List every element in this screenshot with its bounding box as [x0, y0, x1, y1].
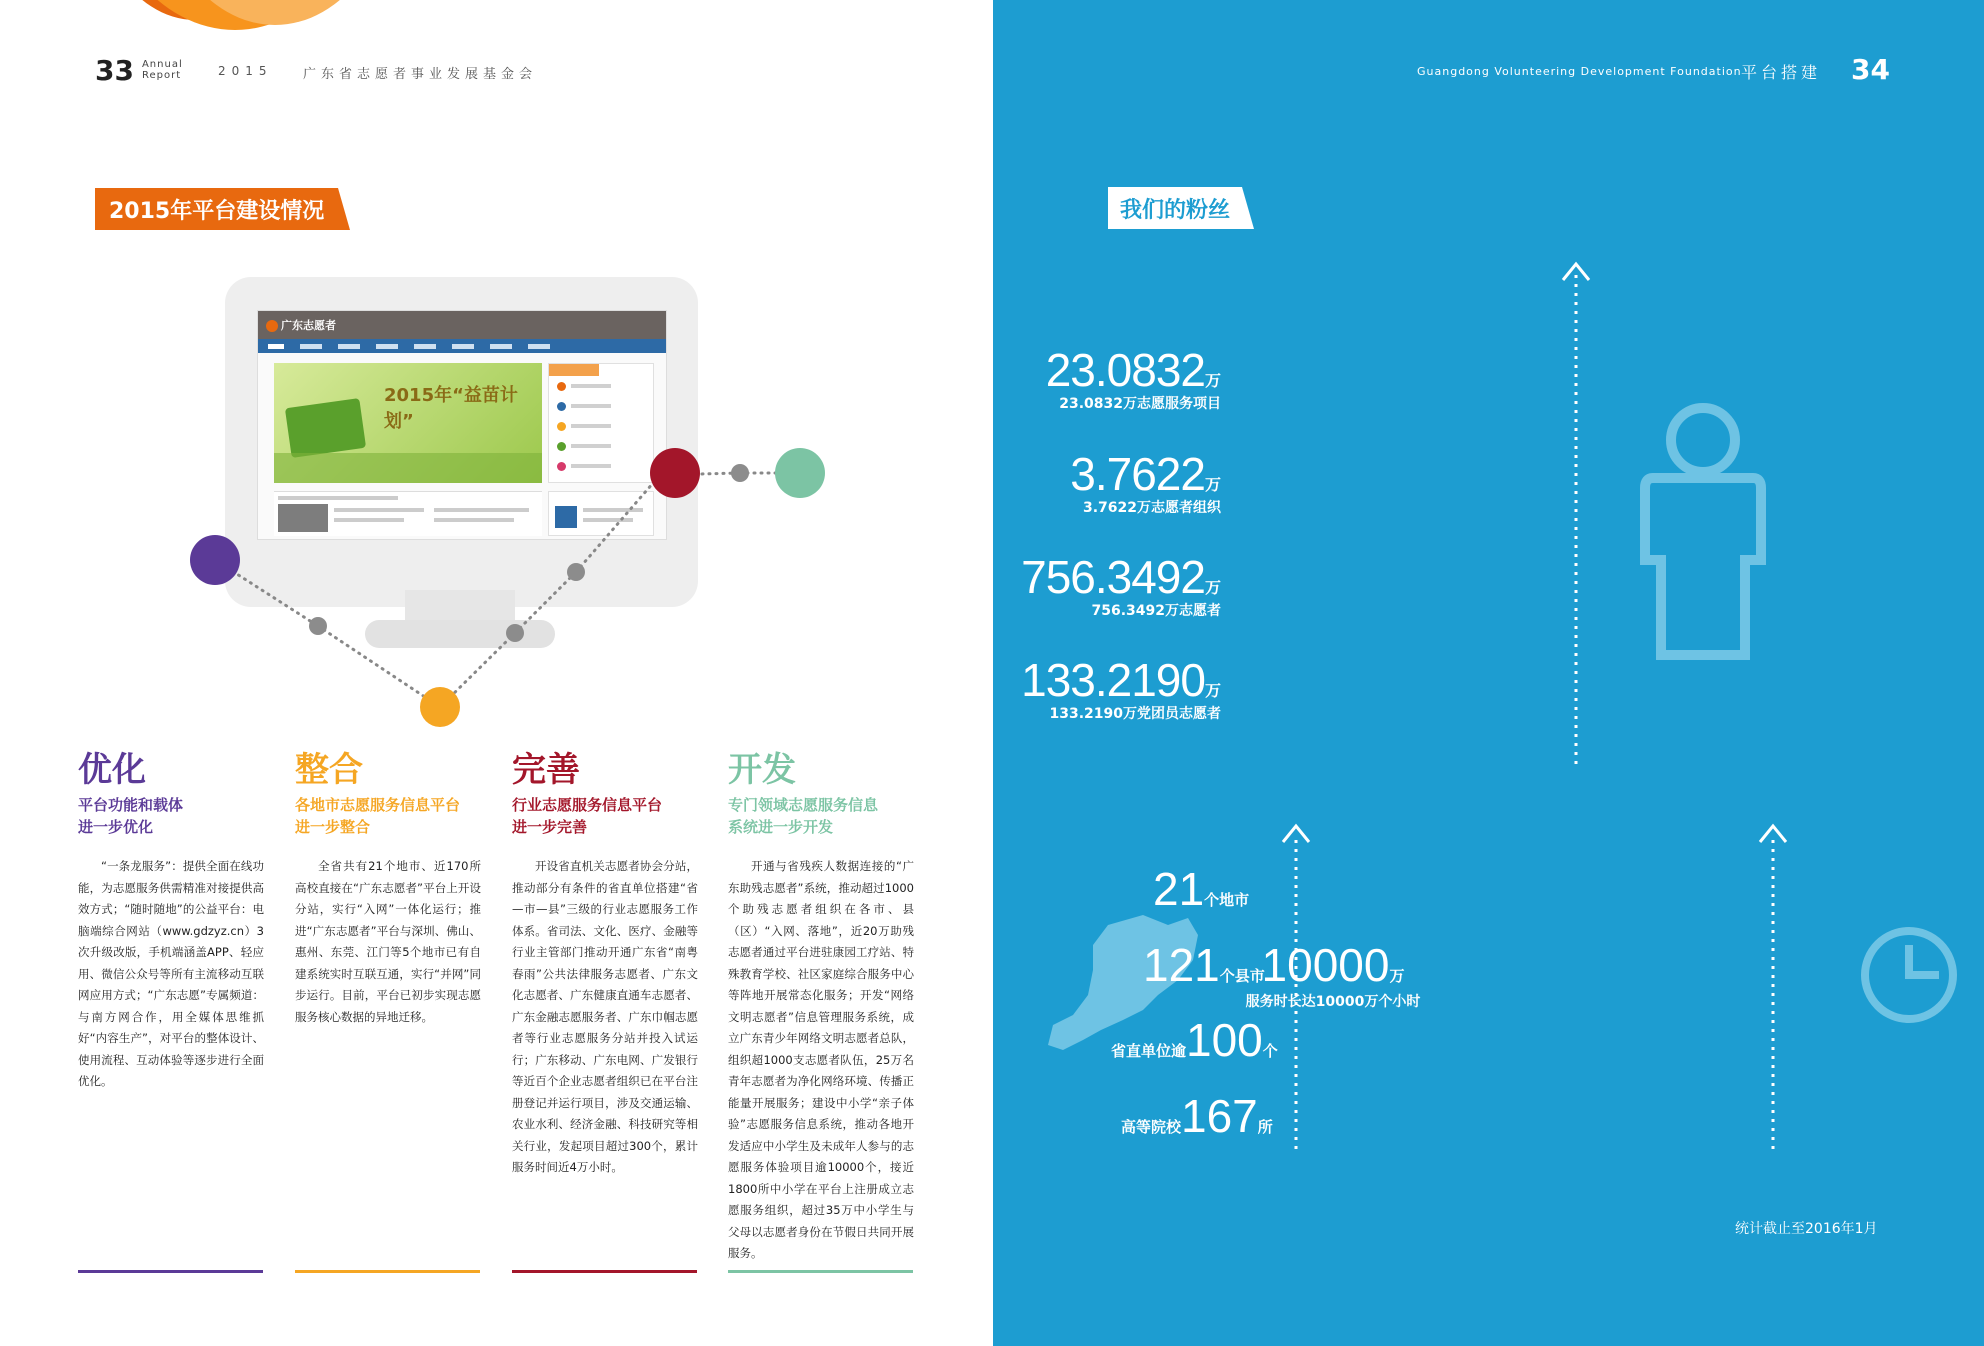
stat-unit: 万 — [1204, 681, 1221, 700]
stat-unit: 所 — [1257, 1118, 1273, 1136]
connector-node — [309, 617, 327, 635]
stat-unit: 个县市 — [1219, 967, 1265, 985]
stat-number: 100 — [1186, 1014, 1263, 1066]
column-title: 整合 — [295, 750, 363, 790]
stat-caption: 服务时长达10000万个小时 — [1245, 994, 1421, 1010]
stat-provincial-units — [1111, 1013, 1278, 1067]
stat-number: 121 — [1143, 939, 1220, 991]
stat-hours — [1233, 938, 1433, 1012]
node-integrate — [420, 687, 460, 727]
stat-prefix: 高等院校 — [1121, 1118, 1182, 1136]
header-year: 2015 — [218, 64, 273, 78]
connector-node — [567, 563, 585, 581]
stat-number: 10000 — [1261, 939, 1390, 991]
arrow-head-icon — [1760, 826, 1786, 842]
stat-number: 133.2190 — [1021, 654, 1205, 706]
column-title: 优化 — [78, 750, 146, 790]
stat-unit: 万 — [1204, 371, 1221, 390]
column-divider — [295, 1270, 480, 1273]
annual-report-label: Annual Report — [141, 59, 183, 81]
page-number: 34 — [1851, 53, 1890, 86]
page-number: 33 — [95, 53, 134, 87]
column-divider — [512, 1270, 697, 1273]
stat-party-volunteers — [993, 656, 1221, 724]
stat-unit: 万 — [1204, 475, 1221, 494]
stat-universities — [1121, 1089, 1273, 1143]
column-integrate — [295, 750, 495, 1028]
stat-organizations — [993, 450, 1221, 518]
column-title: 开发 — [728, 750, 796, 790]
stat-caption: 133.2190万党团员志愿者 — [1049, 706, 1221, 722]
stat-volunteers — [993, 553, 1221, 621]
stat-unit: 万 — [1204, 578, 1221, 597]
stat-caption: 3.7622万志愿者组织 — [1082, 500, 1221, 516]
column-subtitle: 平台功能和载体 进一步优化 — [78, 796, 184, 836]
column-subtitle: 各地市志愿服务信息平台 进一步整合 — [295, 796, 461, 836]
column-title: 完善 — [512, 750, 580, 790]
connector-node — [731, 464, 749, 482]
stat-number: 756.3492 — [1021, 551, 1205, 603]
footnote: 统计截止至2016年1月 — [1735, 1221, 1878, 1237]
header-org-name: 广东省志愿者事业发展基金会 — [303, 67, 538, 82]
node-improve — [650, 448, 700, 498]
stat-prefix: 省直单位逾 — [1111, 1042, 1187, 1060]
column-subtitle: 行业志愿服务信息平台 进一步完善 — [512, 796, 663, 836]
stat-number: 3.7622 — [1070, 448, 1205, 500]
column-divider — [728, 1270, 913, 1273]
arrow-head-icon — [1283, 826, 1309, 842]
header-org-name-en: Guangdong Volunteering Development Foundation — [1417, 65, 1742, 78]
stat-cities — [1153, 862, 1249, 916]
column-body: 开设省直机关志愿者协会分站，推动部分有条件的省直单位搭建“省—市—县”三级的行业志愿服务工作体系。省司法、文化、医疗、金融等行业主管部门推动开通广东省“南粤春雨”公共法律服务志愿者、广东文化志愿者、广东健康直通车志愿者、广东金融志愿服务者、广东巾帼志愿者等行业志愿服务分站并投入试运行；广东移动、广东电网、广发银行等近百个企业志愿者组织已在平台注册登记并运行项目，涉及交通运输、农业水利、经济金融、科技研究等相关行业，发起项目超过300个，累计服务时间近4万小时。 — [512, 859, 698, 1174]
site-logo-text: 广东志愿者 — [281, 319, 336, 332]
column-body: 全省共有21个地市、近170所高校直接在“广东志愿者”平台上开设分站，实行“入网”一体化运行；推进“广东志愿者”平台与深圳、佛山、惠州、东莞、江门等5个地市已有自建系统实时互联互通，实行“并网”同步运行。目前，平台已初步实现志愿服务核心数据的异地迁移。 — [295, 859, 481, 1024]
stat-number: 167 — [1181, 1090, 1258, 1142]
column-divider — [78, 1270, 263, 1273]
column-optimize — [78, 750, 278, 1093]
column-improve — [512, 750, 712, 1179]
section-title: 2015年平台建设情况 — [95, 188, 338, 230]
stat-number: 23.0832 — [1045, 344, 1205, 396]
person-icon — [1645, 408, 1761, 655]
section-title: 我们的粉丝 — [1108, 187, 1242, 229]
stat-caption: 23.0832万志愿服务项目 — [1059, 396, 1221, 412]
stat-unit: 个 — [1262, 1042, 1278, 1060]
column-develop — [728, 750, 928, 1265]
node-optimize — [190, 535, 240, 585]
header-section: 平台搭建 — [1741, 63, 1822, 82]
right-page — [993, 0, 1984, 1346]
banner-text: 2015年“益苗计划” — [384, 385, 518, 432]
stat-caption: 756.3492万志愿者 — [1091, 603, 1221, 619]
stat-unit: 万 — [1389, 967, 1405, 985]
stat-projects — [993, 346, 1221, 414]
stat-unit: 个地市 — [1204, 891, 1250, 909]
stat-number: 21 — [1153, 863, 1205, 915]
column-body: “一条龙服务”：提供全面在线功能，为志愿服务供需精准对接提供高效方式；“随时随地”的公益平台：电脑端综合网站（www.gdzyz.cn）3次升级改版，手机端涵盖APP、轻应用、微信公众号等所有主流移动互联网应用方式；“广东志愿”专属频道：与南方网合作，用全媒体思维抓好“内容生产”，对平台的整体设计、使用流程、互动体验等逐步进行全面优化。 — [78, 859, 264, 1088]
node-develop — [775, 448, 825, 498]
connector-node — [506, 624, 524, 642]
pie-clock-icon — [1865, 931, 1953, 1019]
column-subtitle: 专门领域志愿服务信息 系统进一步开发 — [728, 796, 879, 836]
column-body: 开通与省残疾人数据连接的“广东助残志愿者”系统，推动超过1000个助残志愿者组织在各市、县（区）“入网、落地”，近20万助残志愿者通过平台进驻康园工疗站、特殊教育学校、社区家庭综合服务中心等阵地开展常态化服务；开发“网络文明志愿者”信息管理服务系统，成立广东青少年网络文明志愿者总队，组织超1000支志愿者队伍，25万名青年志愿者为净化网络环境、传播正能量开展服务；建设中小学“亲子体验”志愿服务信息系统，推动各地开发适应中小学生及未成年人参与的志愿服务体验项目逾10000个，接近1800所中小学在平台上注册成立志愿服务组织，超过35万中小学生与父母以志愿者身份在节假日共同开展服务。 — [728, 859, 914, 1260]
